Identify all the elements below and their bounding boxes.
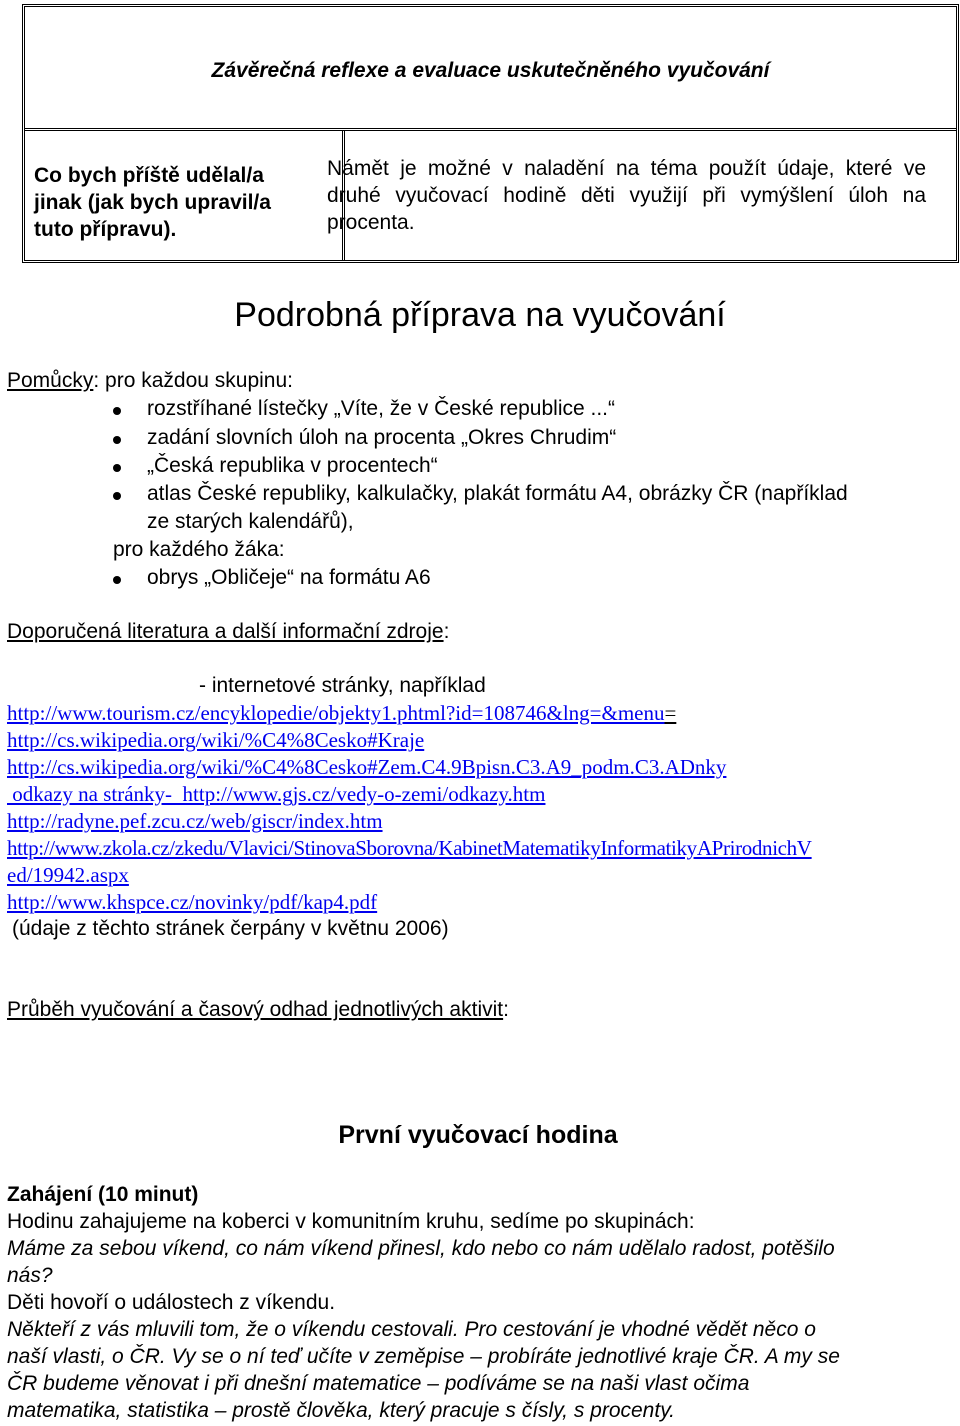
aid-item-continued: ze starých kalendářů), [147, 510, 354, 533]
link-row [7, 701, 676, 726]
section-heading: Zahájení (10 minut) [7, 1183, 199, 1206]
internet-line: - internetové stránky, například [199, 674, 486, 697]
lesson-line: naší vlasti, o ČR. Vy se o ní teď učíte v zeměpise – probíráte jednotlivé kraje ČR. A my se [7, 1345, 840, 1368]
bullet-icon [113, 492, 121, 500]
link-wikipedia-zem[interactable]: http://cs.wikipedia.org/wiki/%C4%8Cesko#Zem.C4.9Bpisn.C3.A9_podm.C3.ADnky [7, 755, 727, 779]
reflection-title-cell [25, 7, 956, 131]
link-wikipedia-kraje[interactable]: http://cs.wikipedia.org/wiki/%C4%8Cesko#Kraje [7, 728, 425, 752]
course-colon: : [503, 998, 509, 1021]
bullet-icon [113, 436, 121, 444]
reflection-answer: Námět je možné v naladění na téma použít údaje, které ve druhé vyučovací hodině děti využijí při vymýšlení úloh na procenta. [327, 157, 926, 234]
reflection-question-cell [25, 131, 345, 260]
aids-label-rest: : pro každou skupinu: [93, 369, 293, 392]
link-khspce[interactable]: http://www.khspce.cz/novinky/pdf/kap4.pdf [7, 890, 378, 914]
course-label [7, 998, 509, 1022]
lesson-line: Děti hovoří o událostech z víkendu. [7, 1291, 336, 1314]
link-suffix: = [664, 701, 677, 725]
reflection-title: Závěrečná reflexe a evaluace uskutečněného vyučování [211, 59, 770, 82]
aid-item: zadání slovních úloh na procenta „Okres Chrudim“ [147, 426, 617, 449]
reflection-question [34, 162, 324, 243]
lesson-line: Hodinu zahajujeme na koberci v komunitním kruhu, sedíme po skupinách: [7, 1210, 695, 1233]
lesson-line: Máme za sebou víkend, co nám víkend přinesl, kdo nebo co nám udělalo radost, potěšilo [7, 1237, 835, 1260]
aids-label [7, 369, 293, 393]
link-gjs[interactable]: odkazy na stránky- http://www.gjs.cz/vedy-o-zemi/odkazy.htm [7, 782, 546, 806]
lesson-line: nás? [7, 1264, 53, 1287]
pupil-item: obrys „Obličeje“ na formátu A6 [147, 566, 431, 589]
bullet-icon [113, 576, 121, 584]
aid-item: „Česká republika v procentech“ [147, 454, 438, 477]
link-tourism[interactable]: http://www.tourism.cz/encyklopedie/objekty1.phtml?id=108746&lng=&menu [7, 701, 665, 725]
sources-note: (údaje z těchto stránek čerpány v květnu 2006) [12, 917, 449, 940]
lesson-title: První vyučovací hodina [338, 1121, 618, 1149]
aids-label-text: Pomůcky [7, 369, 94, 392]
link-zkola[interactable]: http://www.zkola.cz/zkedu/Vlavici/StinovaSborovna/KabinetMatematikyInformatikyAPrirodnichV [7, 836, 812, 860]
reflection-question-line: tuto přípravu). [34, 218, 177, 241]
lesson-line: matematika, statistika – prostě člověka, který pracuje s čísly, s procenty. [7, 1399, 675, 1422]
literature-colon: : [443, 620, 450, 643]
aid-item: atlas České republiky, kalkulačky, plakát formátu A4, obrázky ČR (například [147, 482, 848, 505]
reflection-question-line: Co bych příště udělal/a [34, 164, 264, 187]
per-pupil-label: pro každého žáka: [113, 538, 285, 561]
bullet-icon [113, 407, 121, 415]
aid-item: rozstříhané lístečky „Víte, že v České republice ...“ [147, 397, 616, 420]
literature-label [7, 620, 449, 644]
prep-title: Podrobná příprava na vyučování [234, 296, 726, 334]
course-label-text: Průběh vyučování a časový odhad jednotlivých aktivit [7, 998, 504, 1021]
reflection-question-line: jinak (jak bych upravil/a [34, 191, 271, 214]
lesson-line: ČR budeme věnovat i při dnešní matematice – podíváme se na naši vlast očima [7, 1372, 750, 1395]
link-radyne[interactable]: http://radyne.pef.zcu.cz/web/giscr/index.htm [7, 809, 383, 833]
bullet-icon [113, 464, 121, 472]
lesson-line: Někteří z vás mluvili tom, že o víkendu cestovali. Pro cestování je vhodné vědět něco o [7, 1318, 816, 1341]
link-zkola-continued[interactable]: ed/19942.aspx [7, 863, 129, 887]
literature-label-text: Doporučená literatura a další informační zdroje [7, 620, 444, 643]
